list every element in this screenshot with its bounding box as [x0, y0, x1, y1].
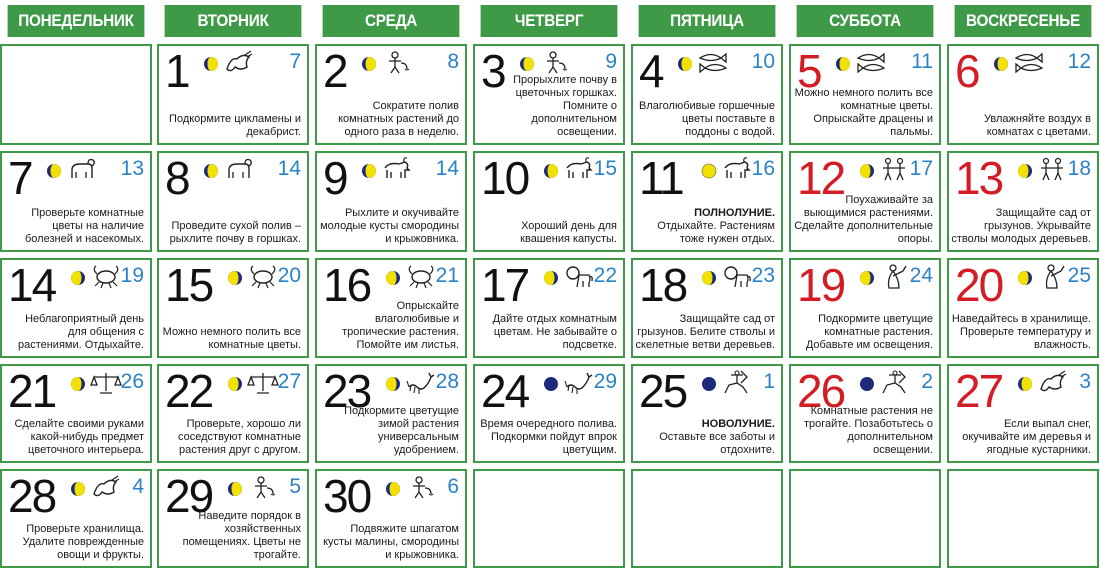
- day-cell: [157, 44, 309, 145]
- day-note: [793, 405, 933, 457]
- lunar-day-number: 28: [435, 370, 459, 393]
- day-note: [477, 418, 617, 457]
- zodiac-capricorn-icon: [90, 474, 122, 500]
- zodiac-leo-icon: [721, 263, 753, 289]
- day-cell: [315, 258, 467, 358]
- day-note: [4, 313, 144, 352]
- lunar-day-number: 17: [909, 157, 933, 180]
- day-note-text: Неблагоприятный день для общения с растениями. Отдыхайте.: [17, 313, 144, 351]
- zodiac-sagittarius-icon: [879, 369, 911, 395]
- moon-phase-full-icon: [701, 163, 717, 179]
- empty-day-cell: [473, 469, 625, 568]
- weekday-header: СРЕДА: [323, 5, 460, 37]
- weekday-header: ЧЕТВЕРГ: [481, 5, 618, 37]
- zodiac-leo-icon: [563, 263, 595, 289]
- day-cell: [0, 469, 152, 568]
- day-note: [793, 87, 933, 139]
- day-number: 5: [797, 45, 821, 97]
- day-note: [635, 100, 775, 139]
- lunar-day-number: 12: [1067, 50, 1091, 73]
- lunar-day-number: 19: [120, 264, 144, 287]
- day-number: 19: [797, 259, 845, 311]
- day-note-text: Прорыхлите почву в цветочных горшках. Помните о дополнительном освещении.: [513, 74, 617, 138]
- moon-phase-waning-icon: [701, 270, 717, 286]
- weekday-header: ПОНЕДЕЛЬНИК: [8, 5, 145, 37]
- zodiac-cancer-icon: [90, 263, 122, 289]
- lunar-day-number: 16: [751, 157, 775, 180]
- day-number: 12: [797, 152, 845, 204]
- day-note-text: Сократите полив комнатных растений до одного раза в неделю.: [338, 100, 459, 138]
- day-note: [635, 207, 775, 246]
- day-note-text: Поухаживайте за выющимися растениями. Сделайте дополнительные опоры.: [794, 194, 933, 245]
- zodiac-pisces-icon: [855, 49, 887, 75]
- lunar-day-number: 9: [605, 50, 617, 73]
- day-note-text: Проведите сухой полив – рыхлите почву в горшках.: [169, 220, 301, 245]
- zodiac-cancer-icon: [247, 263, 279, 289]
- day-cell: [631, 258, 783, 358]
- day-note: [793, 313, 933, 352]
- day-cell: [947, 258, 1099, 358]
- day-cell: [157, 469, 309, 568]
- day-number: 29: [165, 470, 213, 522]
- lunar-day-number: 22: [593, 264, 617, 287]
- moon-phase-waxing-icon: [835, 56, 851, 72]
- day-cell: [473, 44, 625, 145]
- zodiac-aquarius-icon: [405, 474, 437, 500]
- zodiac-capricorn-icon: [1037, 369, 1069, 395]
- day-cell: [0, 151, 152, 252]
- day-note-text: Дайте отдых комнатным цветам. Не забывайте о подсветке.: [492, 313, 617, 351]
- day-note-text: Подвяжите шпагатом кусты малины, смородины и крыжовника.: [323, 523, 459, 561]
- lunar-day-number: 14: [435, 157, 459, 180]
- day-cell: [315, 469, 467, 568]
- day-note-text: Рыхлите и окучивайте молодые кусты смородины и крыжовника.: [320, 207, 459, 245]
- lunar-day-number: 8: [447, 50, 459, 73]
- day-number: 20: [955, 259, 1003, 311]
- lunar-day-number: 27: [277, 370, 301, 393]
- day-number: 6: [955, 45, 979, 97]
- day-number: 2: [323, 45, 347, 97]
- day-number: 24: [481, 365, 529, 417]
- day-note-text: Подкормите цветущие комнатные растения. Добавьте им освещения.: [805, 313, 933, 351]
- day-number: 1: [165, 45, 189, 97]
- lunar-day-number: 20: [277, 264, 301, 287]
- day-note: [4, 523, 144, 562]
- moon-phase-waning-icon: [385, 376, 401, 392]
- moon-phase-waxing-icon: [543, 163, 559, 179]
- lunar-day-number: 26: [120, 370, 144, 393]
- moon-phase-waxing-icon: [227, 481, 243, 497]
- moon-phase-new-icon: [543, 376, 559, 392]
- lunar-day-number: 13: [120, 157, 144, 180]
- day-cell: [947, 44, 1099, 145]
- day-cell: [0, 258, 152, 358]
- zodiac-aquarius-icon: [539, 49, 571, 75]
- lunar-day-number: 4: [132, 475, 144, 498]
- day-note: [161, 326, 301, 352]
- day-note: [951, 418, 1091, 457]
- day-note: [319, 523, 459, 562]
- moon-phase-waning-icon: [859, 270, 875, 286]
- day-cell: [473, 364, 625, 463]
- zodiac-libra-icon: [247, 369, 279, 395]
- day-note: [319, 405, 459, 457]
- day-cell: [157, 364, 309, 463]
- lunar-day-number: 29: [593, 370, 617, 393]
- day-note: [635, 313, 775, 352]
- zodiac-virgo-icon: [879, 263, 911, 289]
- day-note: [161, 510, 301, 562]
- day-note: [951, 313, 1091, 352]
- moon-phase-waxing-icon: [70, 481, 86, 497]
- day-note-text: Наведите порядок в хозяйственных помещениях. Цветы не трогайте.: [182, 510, 301, 561]
- day-note-text: Увлажняйте воздух в комнатах с цветами.: [984, 113, 1091, 138]
- day-cell: [789, 44, 941, 145]
- day-number: 18: [639, 259, 687, 311]
- day-note-text: Время очередного полива. Подкормки пойдут впрок цветущим.: [480, 418, 617, 456]
- day-note: [319, 207, 459, 246]
- day-note: [319, 300, 459, 352]
- moon-event-label: ПОЛНОЛУНИЕ.: [694, 207, 775, 219]
- day-note-text: Оставьте все заботы и отдохните.: [659, 431, 775, 456]
- lunar-day-number: 1: [763, 370, 775, 393]
- day-note-text: Подкормите цветущие зимой растения универсальным удобрением.: [344, 405, 459, 456]
- day-note: [161, 418, 301, 457]
- day-cell: [631, 44, 783, 145]
- zodiac-libra-icon: [90, 369, 122, 395]
- day-number: 25: [639, 365, 687, 417]
- day-number: 22: [165, 365, 213, 417]
- day-number: 23: [323, 365, 371, 417]
- moon-phase-waxing-icon: [519, 56, 535, 72]
- moon-phase-waning-icon: [227, 270, 243, 286]
- day-number: 4: [639, 45, 663, 97]
- day-number: 17: [481, 259, 529, 311]
- zodiac-pisces-icon: [1013, 49, 1045, 75]
- zodiac-virgo-icon: [1037, 263, 1069, 289]
- moon-event-label: НОВОЛУНИЕ.: [701, 418, 775, 430]
- day-note-text: Влаголюбивые горшечные цветы поставьте в поддоны с водой.: [639, 100, 775, 138]
- moon-phase-new-icon: [701, 376, 717, 392]
- day-cell: [315, 44, 467, 145]
- moon-phase-waning-icon: [227, 376, 243, 392]
- day-cell: [631, 364, 783, 463]
- moon-phase-waxing-icon: [385, 481, 401, 497]
- lunar-day-number: 18: [1067, 157, 1091, 180]
- lunar-day-number: 5: [289, 475, 301, 498]
- day-note: [951, 113, 1091, 139]
- day-note-text: Проверьте, хорошо ли соседствуют комнатные растения друг с другом.: [178, 418, 301, 456]
- day-note: [477, 74, 617, 139]
- day-cell: [473, 258, 625, 358]
- day-note-text: Комнатные растения не трогайте. Позаботьтесь о дополнительном освещении.: [803, 405, 933, 456]
- day-note-text: Подкормите цикламены и декабрист.: [169, 113, 301, 138]
- day-note: [951, 207, 1091, 246]
- zodiac-pisces-icon: [697, 49, 729, 75]
- lunar-day-number: 2: [921, 370, 933, 393]
- day-number: 7: [8, 152, 32, 204]
- day-note-text: Защищайте сад от грызунов. Укрывайте стволы молодых деревьев.: [951, 207, 1091, 245]
- day-note: [4, 418, 144, 457]
- day-note: [161, 113, 301, 139]
- moon-phase-waxing-icon: [203, 56, 219, 72]
- zodiac-capricorn-icon: [223, 49, 255, 75]
- day-cell: [789, 258, 941, 358]
- weekday-header: ВОСКРЕСЕНЬЕ: [955, 5, 1092, 37]
- day-note-text: Проверьте комнатные цветы на наличие болезней и насекомых.: [25, 207, 144, 245]
- empty-day-cell: [0, 44, 152, 145]
- lunar-day-number: 21: [435, 264, 459, 287]
- day-number: 28: [8, 470, 56, 522]
- moon-phase-new-icon: [859, 376, 875, 392]
- lunar-day-number: 6: [447, 475, 459, 498]
- moon-phase-waxing-icon: [1017, 376, 1033, 392]
- moon-phase-waning-icon: [70, 376, 86, 392]
- moon-phase-waning-icon: [859, 163, 875, 179]
- moon-phase-waxing-icon: [677, 56, 693, 72]
- lunar-day-number: 3: [1079, 370, 1091, 393]
- zodiac-cancer-icon: [405, 263, 437, 289]
- day-number: 8: [165, 152, 189, 204]
- lunar-day-number: 15: [593, 157, 617, 180]
- moon-phase-waning-icon: [385, 270, 401, 286]
- day-number: 21: [8, 365, 56, 417]
- day-note-text: Наведайтесь в хранилище. Проверьте температуру и влажность.: [951, 313, 1091, 351]
- lunar-day-number: 23: [751, 264, 775, 287]
- day-note: [477, 313, 617, 352]
- day-note-text: Хороший день для квашения капусты.: [520, 220, 617, 245]
- moon-phase-waxing-icon: [361, 56, 377, 72]
- day-cell: [947, 151, 1099, 252]
- day-cell: [0, 364, 152, 463]
- day-number: 27: [955, 365, 1003, 417]
- zodiac-gemini-icon: [1037, 156, 1069, 182]
- empty-day-cell: [631, 469, 783, 568]
- day-cell: [947, 364, 1099, 463]
- day-note-text: Можно немного полить все комнатные цветы.: [162, 326, 301, 351]
- day-cell: [315, 151, 467, 252]
- lunar-day-number: 14: [277, 157, 301, 180]
- day-cell: [315, 364, 467, 463]
- day-note-text: Можно немного полить все комнатные цветы. Опрыскайте драцены и пальмы.: [794, 87, 933, 138]
- weekday-header: СУББОТА: [797, 5, 934, 37]
- day-number: 10: [481, 152, 529, 204]
- day-cell: [631, 151, 783, 252]
- moon-phase-waxing-icon: [203, 163, 219, 179]
- zodiac-scorpio-icon: [405, 369, 437, 395]
- day-note-text: Опрыскайте влаголюбивые и тропические растения. Помойте им листья.: [342, 300, 459, 351]
- zodiac-sagittarius-icon: [721, 369, 753, 395]
- day-note: [161, 220, 301, 246]
- lunar-day-number: 25: [1067, 264, 1091, 287]
- lunar-day-number: 24: [909, 264, 933, 287]
- zodiac-aquarius-icon: [247, 474, 279, 500]
- day-cell: [789, 151, 941, 252]
- day-number: 14: [8, 259, 56, 311]
- moon-phase-waning-icon: [543, 270, 559, 286]
- day-note-text: Защищайте сад от грызунов. Белите стволы и скелетные ветви деревьев.: [635, 313, 775, 351]
- zodiac-aquarius-icon: [381, 49, 413, 75]
- empty-day-cell: [789, 469, 941, 568]
- moon-phase-waxing-icon: [361, 163, 377, 179]
- day-cell: [789, 364, 941, 463]
- moon-phase-waning-icon: [70, 270, 86, 286]
- zodiac-aries-icon: [223, 156, 255, 182]
- day-note: [635, 418, 775, 457]
- day-cell: [157, 151, 309, 252]
- day-number: 11: [639, 152, 683, 204]
- day-cell: [157, 258, 309, 358]
- day-number: 9: [323, 152, 347, 204]
- lunar-day-number: 11: [911, 50, 933, 73]
- day-note-text: Если выпал снег, окучивайте им деревья и ягодные кустарники.: [962, 418, 1091, 456]
- day-note: [4, 207, 144, 246]
- zodiac-gemini-icon: [879, 156, 911, 182]
- zodiac-taurus-icon: [381, 156, 413, 182]
- day-note-text: Отдыхайте. Растениям тоже нужен отдых.: [657, 220, 775, 245]
- moon-phase-waning-icon: [1017, 270, 1033, 286]
- lunar-day-number: 7: [289, 50, 301, 73]
- day-number: 13: [955, 152, 1003, 204]
- weekday-header: ВТОРНИК: [165, 5, 302, 37]
- day-note: [477, 220, 617, 246]
- empty-day-cell: [947, 469, 1099, 568]
- day-number: 15: [165, 259, 213, 311]
- day-number: 30: [323, 470, 371, 522]
- day-number: 16: [323, 259, 371, 311]
- zodiac-aries-icon: [66, 156, 98, 182]
- day-note: [793, 194, 933, 246]
- day-note-text: Проверьте хранилища. Удалите поврежденные овощи и фрукты.: [22, 523, 144, 561]
- day-note-text: Сделайте своими руками какой-нибудь предмет цветочного интерьера.: [14, 418, 144, 456]
- day-number: 3: [481, 45, 505, 97]
- lunar-day-number: 10: [751, 50, 775, 73]
- moon-phase-waxing-icon: [993, 56, 1009, 72]
- zodiac-scorpio-icon: [563, 369, 595, 395]
- day-number: 26: [797, 365, 845, 417]
- moon-phase-waxing-icon: [46, 163, 62, 179]
- moon-phase-waning-icon: [1017, 163, 1033, 179]
- zodiac-taurus-icon: [721, 156, 753, 182]
- zodiac-taurus-icon: [563, 156, 595, 182]
- day-cell: [473, 151, 625, 252]
- day-note: [319, 100, 459, 139]
- weekday-header: ПЯТНИЦА: [639, 5, 776, 37]
